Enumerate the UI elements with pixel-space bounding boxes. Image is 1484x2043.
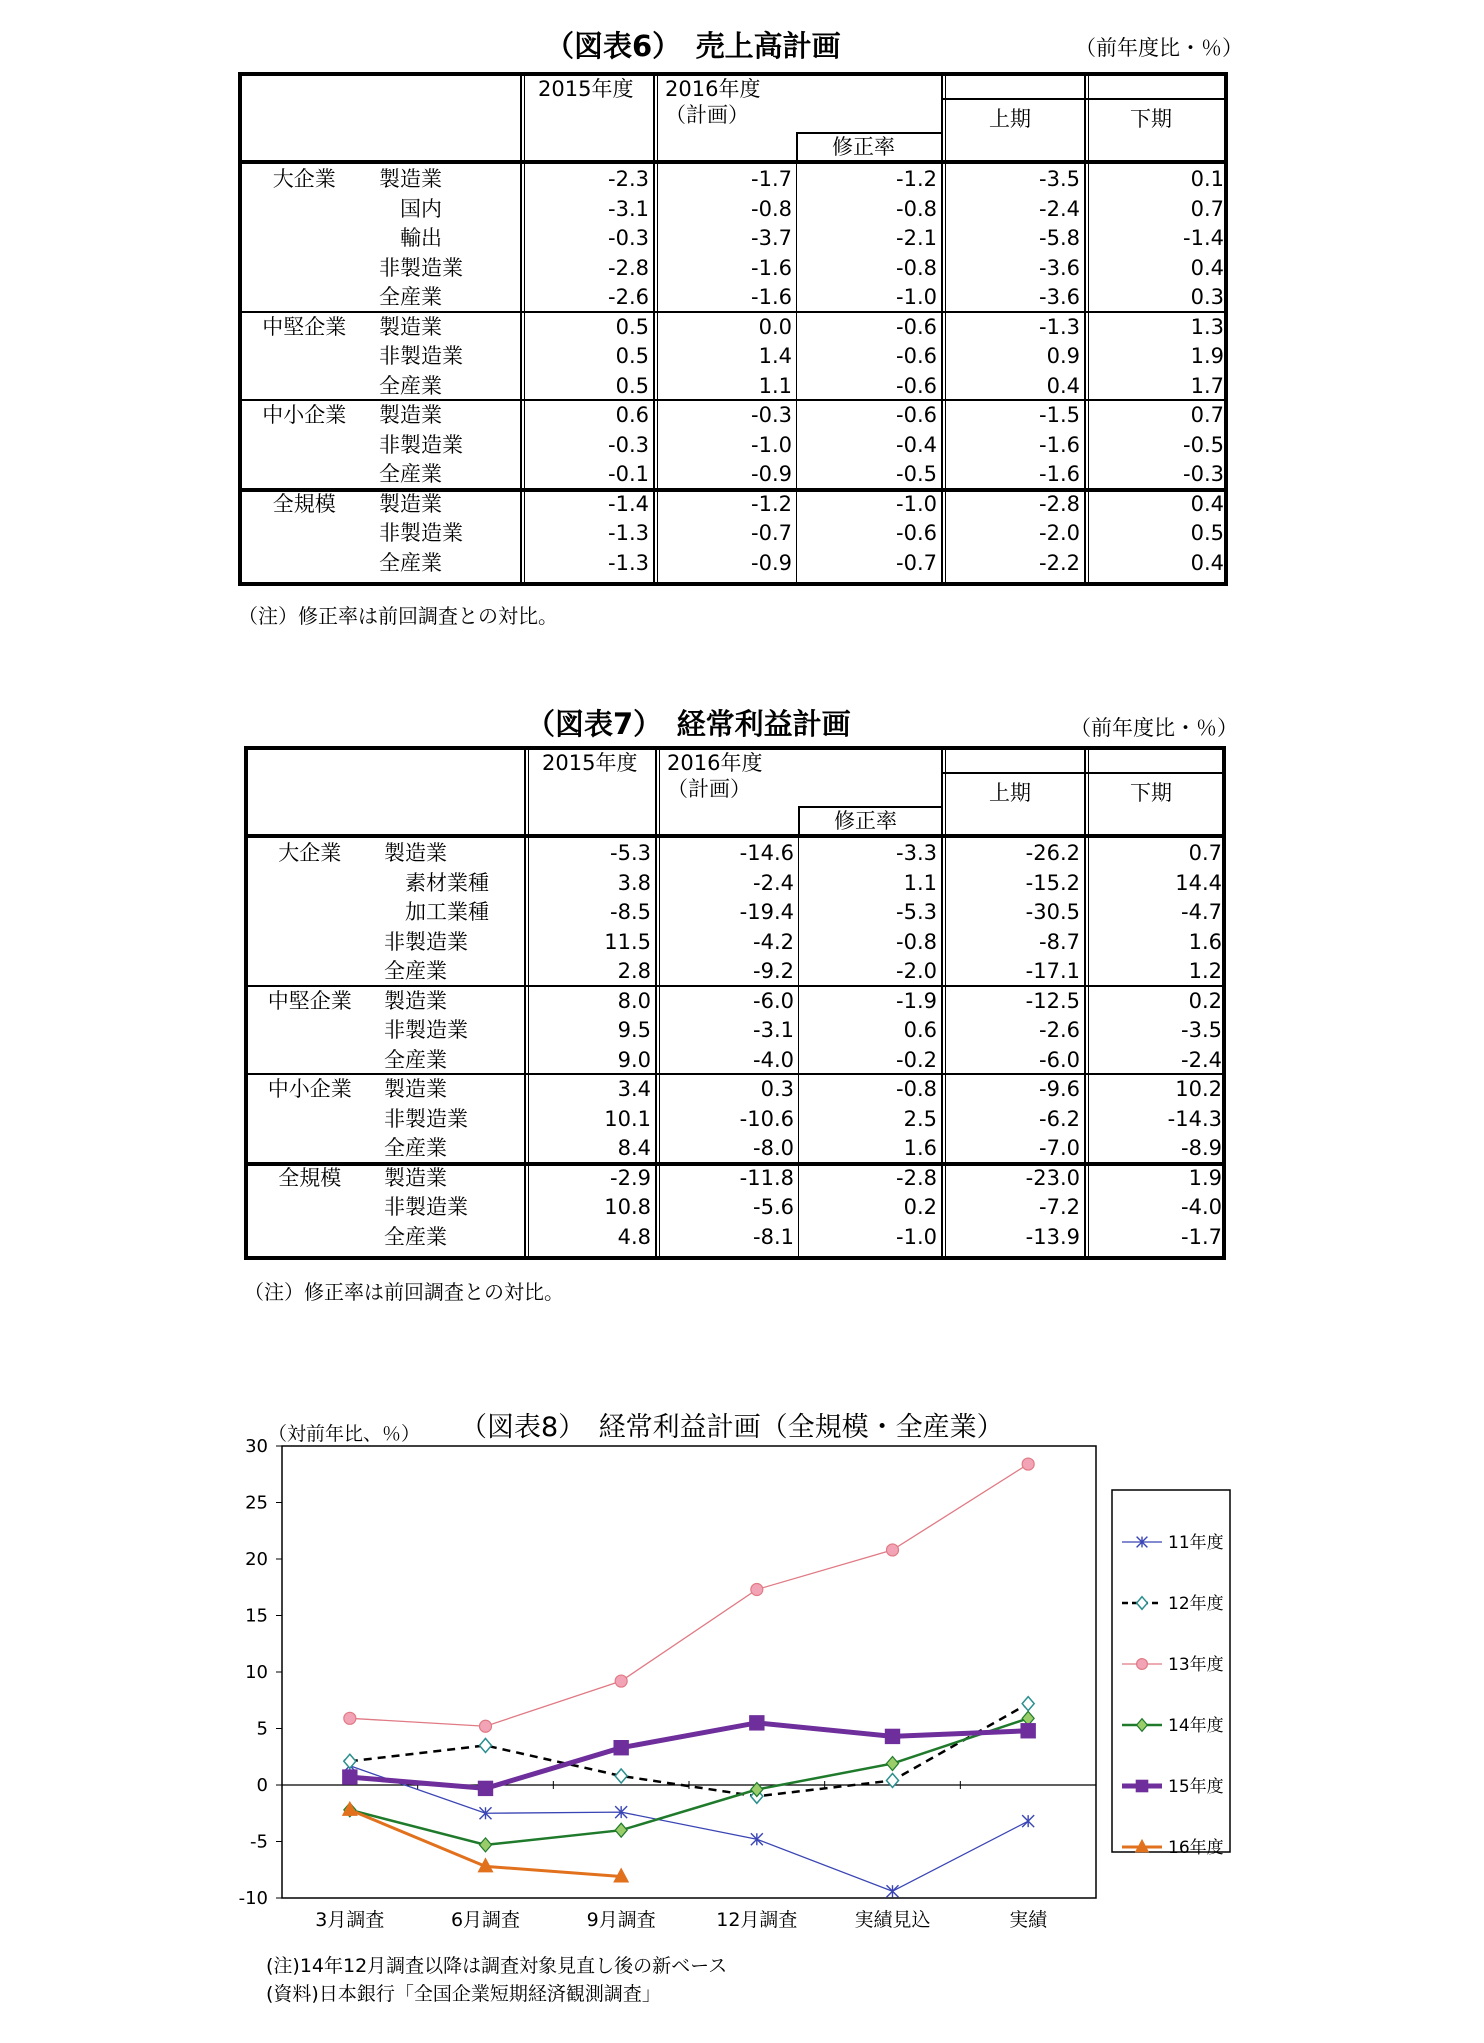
value-cell: -1.6: [751, 255, 792, 280]
value-cell: 0.0: [758, 314, 792, 339]
value-cell: -2.8: [608, 255, 649, 280]
header-revision: 修正率: [834, 809, 897, 833]
rule: [524, 746, 526, 1260]
header-h1: 上期: [989, 107, 1031, 131]
rule: [796, 162, 797, 586]
rule: [1088, 746, 1089, 1260]
rule: [524, 72, 525, 586]
value-cell: -3.1: [753, 1018, 794, 1042]
header-revision: 修正率: [832, 135, 895, 159]
rule: [798, 806, 941, 808]
legend-label: 13年度: [1168, 1655, 1224, 1675]
value-cell: -1.0: [896, 285, 937, 309]
row-label: 素材業種: [384, 870, 489, 895]
group-label: 中小企業: [267, 1077, 352, 1101]
marker: [751, 1584, 763, 1596]
value-cell: -6.2: [1039, 1106, 1080, 1131]
value-cell: -3.6: [1039, 285, 1080, 309]
row-label: 製造業: [384, 841, 447, 865]
value-cell: -0.7: [751, 521, 792, 545]
value-cell: 0.5: [615, 344, 649, 368]
value-cell: -0.5: [1183, 432, 1224, 457]
row-label: 加工業種: [384, 900, 489, 924]
value-cell: -0.6: [896, 373, 937, 398]
table6-unit: （前年度比・％）: [1075, 36, 1243, 60]
value-cell: -2.4: [753, 870, 794, 895]
value-cell: 9.0: [617, 1047, 651, 1072]
value-cell: 10.2: [1175, 1077, 1222, 1101]
value-cell: -1.3: [1039, 314, 1080, 339]
value-cell: -1.6: [751, 285, 792, 309]
value-cell: -1.9: [896, 988, 937, 1013]
row-label: 製造業: [384, 1165, 447, 1190]
row-label: 非製造業: [384, 1195, 468, 1219]
y-tick-label: 20: [245, 1549, 268, 1570]
value-cell: -10.6: [739, 1106, 794, 1131]
value-cell: 0.9: [1046, 344, 1080, 368]
chart-note-2: (資料)日本銀行「全国企業短期経済観測調査」: [266, 1983, 661, 2005]
value-cell: 0.5: [615, 373, 649, 398]
y-tick-label: -5: [250, 1831, 268, 1853]
rule: [655, 746, 657, 1260]
rule: [657, 72, 658, 586]
value-cell: -0.2: [896, 1047, 937, 1072]
value-cell: 9.5: [617, 1018, 651, 1042]
x-tick-label: 6月調査: [450, 1909, 521, 1931]
value-cell: 8.4: [617, 1136, 651, 1160]
row-label: 製造業: [384, 1077, 447, 1101]
value-cell: 0.2: [1188, 988, 1222, 1013]
value-cell: -3.5: [1039, 167, 1080, 191]
value-cell: -3.3: [896, 841, 937, 865]
value-cell: 1.7: [1190, 373, 1224, 398]
value-cell: -2.1: [896, 226, 937, 250]
value-cell: -2.0: [1039, 521, 1080, 545]
rule: [796, 132, 798, 162]
value-cell: -2.9: [610, 1165, 651, 1190]
rule: [796, 132, 941, 134]
marker: [887, 1544, 899, 1556]
value-cell: 1.1: [903, 870, 937, 895]
value-cell: -2.2: [1039, 550, 1080, 575]
value-cell: -0.6: [896, 344, 937, 368]
value-cell: -1.0: [896, 491, 937, 516]
value-cell: -0.8: [751, 196, 792, 221]
group-label: 全規模: [272, 491, 336, 516]
table6-title: （図表6） 売上高計画: [545, 29, 841, 63]
value-cell: 0.3: [1190, 285, 1224, 309]
value-cell: -8.1: [753, 1224, 794, 1249]
marker: [1022, 1458, 1034, 1470]
value-cell: -19.4: [739, 900, 794, 924]
value-cell: -9.2: [753, 959, 794, 983]
row-label: 製造業: [384, 988, 447, 1013]
value-cell: -0.8: [896, 1077, 937, 1101]
table7-note: （注）修正率は前回調査との対比。: [244, 1280, 564, 1304]
value-cell: 3.8: [617, 870, 651, 895]
y-tick-label: 25: [245, 1492, 268, 1514]
value-cell: -2.4: [1181, 1047, 1222, 1072]
value-cell: -0.6: [896, 521, 937, 545]
value-cell: -1.0: [751, 432, 792, 457]
marker: [478, 1781, 493, 1796]
row-label: 全産業: [379, 462, 442, 486]
value-cell: 3.4: [617, 1077, 651, 1101]
row-label: 非製造業: [379, 432, 463, 457]
rule: [1088, 72, 1089, 586]
group-label: 全規模: [278, 1165, 342, 1190]
row-label: 製造業: [379, 491, 442, 516]
x-tick-label: 実績: [1009, 1909, 1048, 1931]
value-cell: -0.5: [896, 462, 937, 486]
value-cell: -1.0: [896, 1224, 937, 1249]
value-cell: -23.0: [1025, 1165, 1080, 1190]
y-tick-label: -10: [238, 1888, 268, 1909]
value-cell: -2.6: [1039, 1018, 1080, 1042]
value-cell: -1.3: [608, 521, 649, 545]
value-cell: 0.5: [615, 314, 649, 339]
header-plan: （計画）: [667, 777, 751, 801]
value-cell: -1.4: [608, 491, 649, 516]
value-cell: -0.6: [896, 314, 937, 339]
group-label: 大企業: [278, 841, 342, 865]
y-tick-label: 15: [245, 1605, 268, 1627]
value-cell: -12.5: [1025, 988, 1080, 1013]
value-cell: -4.0: [753, 1047, 794, 1072]
table6-note: （注）修正率は前回調査との対比。: [238, 604, 558, 628]
value-cell: -0.7: [896, 550, 937, 575]
value-cell: -1.2: [896, 167, 937, 191]
row-label: 国内: [379, 196, 442, 221]
value-cell: 0.4: [1046, 373, 1080, 398]
value-cell: 4.8: [617, 1224, 651, 1249]
row-label: 全産業: [384, 1136, 447, 1160]
value-cell: -13.9: [1025, 1224, 1080, 1249]
marker: [749, 1715, 764, 1730]
value-cell: -2.8: [1039, 491, 1080, 516]
value-cell: -1.3: [608, 550, 649, 575]
value-cell: -2.8: [896, 1165, 937, 1190]
value-cell: 11.5: [604, 929, 651, 954]
table7-title: （図表7） 経常利益計画: [526, 707, 851, 741]
legend-label: 14年度: [1168, 1716, 1224, 1736]
chart-ylabel: （対前年比、％）: [268, 1423, 421, 1445]
value-cell: -5.8: [1039, 226, 1080, 250]
row-label: 非製造業: [384, 929, 468, 954]
x-tick-label: 実績見込: [854, 1909, 931, 1931]
value-cell: -2.3: [608, 167, 649, 191]
rule: [659, 746, 660, 1260]
row-label: 非製造業: [379, 521, 463, 545]
row-label: 全産業: [379, 285, 442, 309]
value-cell: 0.6: [903, 1018, 937, 1042]
value-cell: 1.9: [1190, 344, 1224, 368]
x-tick-label: 12月調査: [716, 1909, 798, 1931]
header-2015: 2015年度: [542, 751, 638, 775]
value-cell: -15.2: [1025, 870, 1080, 895]
value-cell: -1.2: [751, 491, 792, 516]
value-cell: -2.4: [1039, 196, 1080, 221]
table7-unit: （前年度比・％）: [1070, 716, 1238, 740]
value-cell: -1.4: [1183, 226, 1224, 250]
value-cell: 1.1: [758, 373, 792, 398]
marker: [1136, 1780, 1149, 1793]
header-2015: 2015年度: [538, 77, 634, 101]
value-cell: -8.9: [1181, 1136, 1222, 1160]
value-cell: -1.5: [1039, 403, 1080, 427]
x-tick-label: 3月調査: [315, 1909, 385, 1931]
value-cell: -4.7: [1181, 900, 1222, 924]
value-cell: -0.1: [608, 462, 649, 486]
legend-label: 11年度: [1168, 1533, 1224, 1553]
value-cell: -0.8: [896, 196, 937, 221]
header-2016: 2016年度: [667, 751, 763, 775]
value-cell: 2.8: [617, 959, 651, 983]
value-cell: -3.1: [608, 196, 649, 221]
value-cell: 0.3: [760, 1077, 794, 1101]
value-cell: -17.1: [1025, 959, 1080, 983]
marker: [480, 1720, 492, 1732]
value-cell: -1.6: [1039, 462, 1080, 486]
rule: [941, 72, 943, 586]
y-tick-label: 10: [245, 1662, 268, 1683]
value-cell: 0.7: [1190, 403, 1224, 427]
group-label: 中堅企業: [267, 988, 352, 1013]
value-cell: -6.0: [1039, 1047, 1080, 1072]
header-h2: 下期: [1130, 107, 1172, 131]
value-cell: -1.6: [1039, 432, 1080, 457]
value-cell: 0.2: [903, 1195, 937, 1219]
value-cell: -4.0: [1181, 1195, 1222, 1219]
value-cell: -0.6: [896, 403, 937, 427]
value-cell: -8.0: [753, 1136, 794, 1160]
value-cell: 10.1: [604, 1106, 651, 1131]
value-cell: -11.8: [739, 1165, 794, 1190]
chart8: [0, 1400, 1484, 2020]
group-label: 中小企業: [262, 403, 347, 427]
y-tick-label: 30: [245, 1436, 268, 1457]
row-label: 非製造業: [379, 344, 463, 368]
value-cell: 0.4: [1190, 255, 1224, 280]
row-label: 非製造業: [379, 255, 463, 280]
row-label: 製造業: [379, 314, 442, 339]
chart-title: （図表8） 経常利益計画（全規模・全産業）: [460, 1412, 1004, 1443]
value-cell: 10.8: [604, 1195, 651, 1219]
group-label: 中堅企業: [262, 314, 347, 339]
row-label: 輸出: [379, 226, 442, 250]
y-tick-label: 5: [256, 1718, 268, 1740]
plot-area: [282, 1446, 1096, 1898]
marker: [1020, 1723, 1035, 1738]
value-cell: -5.3: [610, 841, 651, 865]
value-cell: -7.0: [1039, 1136, 1080, 1160]
rule: [528, 746, 529, 1260]
value-cell: -1.7: [1181, 1224, 1222, 1249]
marker: [1137, 1659, 1148, 1670]
value-cell: -26.2: [1025, 841, 1080, 865]
value-cell: -8.7: [1039, 929, 1080, 954]
row-label: 全産業: [384, 959, 447, 983]
row-label: 全産業: [384, 1047, 447, 1072]
value-cell: 2.5: [903, 1106, 937, 1131]
marker: [615, 1675, 627, 1687]
value-cell: -0.3: [608, 432, 649, 457]
value-cell: -30.5: [1025, 900, 1080, 924]
row-label: 非製造業: [384, 1106, 468, 1131]
value-cell: -2.0: [896, 959, 937, 983]
value-cell: 0.6: [615, 403, 649, 427]
legend-label: 15年度: [1168, 1777, 1224, 1797]
value-cell: -3.7: [751, 226, 792, 250]
header-h1: 上期: [989, 781, 1031, 805]
value-cell: -0.4: [896, 432, 937, 457]
value-cell: -3.6: [1039, 255, 1080, 280]
value-cell: 0.1: [1190, 167, 1224, 191]
value-cell: 0.5: [1190, 521, 1224, 545]
rule: [945, 72, 946, 586]
value-cell: -6.0: [753, 988, 794, 1013]
rule: [1084, 72, 1086, 586]
value-cell: -14.6: [739, 841, 794, 865]
value-cell: -0.8: [896, 929, 937, 954]
value-cell: -0.9: [751, 462, 792, 486]
value-cell: -8.5: [610, 900, 651, 924]
header-h2: 下期: [1130, 781, 1172, 805]
marker: [342, 1769, 357, 1784]
value-cell: -0.3: [1183, 462, 1224, 486]
value-cell: -5.6: [753, 1195, 794, 1219]
table6: [238, 72, 1228, 586]
rule: [520, 72, 522, 586]
marker: [344, 1712, 356, 1724]
value-cell: 1.2: [1188, 959, 1222, 983]
value-cell: -2.6: [608, 285, 649, 309]
value-cell: -9.6: [1039, 1077, 1080, 1101]
chart-note-1: (注)14年12月調査以降は調査対象見直し後の新ベース: [266, 1955, 728, 1977]
value-cell: 1.3: [1190, 314, 1224, 339]
rule: [1084, 746, 1086, 1260]
value-cell: 14.4: [1175, 870, 1222, 895]
value-cell: 1.4: [758, 344, 792, 368]
value-cell: -0.9: [751, 550, 792, 575]
marker: [613, 1740, 628, 1755]
marker: [885, 1729, 900, 1744]
value-cell: -0.8: [896, 255, 937, 280]
value-cell: 0.4: [1190, 550, 1224, 575]
value-cell: 1.9: [1188, 1165, 1222, 1190]
row-label: 製造業: [379, 167, 442, 191]
value-cell: 0.7: [1188, 841, 1222, 865]
rule: [945, 746, 946, 1260]
rule: [798, 836, 799, 1260]
value-cell: -1.7: [751, 167, 792, 191]
value-cell: -4.2: [753, 929, 794, 954]
value-cell: -0.3: [751, 403, 792, 427]
rule: [798, 806, 800, 836]
row-label: 全産業: [384, 1224, 447, 1249]
value-cell: 8.0: [617, 988, 651, 1013]
value-cell: -7.2: [1039, 1195, 1080, 1219]
x-tick-label: 9月調査: [586, 1909, 656, 1931]
rule: [653, 72, 655, 586]
legend-label: 12年度: [1168, 1594, 1224, 1614]
value-cell: -0.3: [608, 226, 649, 250]
value-cell: 0.4: [1190, 491, 1224, 516]
rule: [941, 746, 943, 1260]
y-tick-label: 0: [256, 1775, 268, 1796]
row-label: 全産業: [379, 373, 442, 398]
legend-label: 16年度: [1168, 1838, 1224, 1858]
row-label: 全産業: [379, 550, 442, 575]
value-cell: -3.5: [1181, 1018, 1222, 1042]
value-cell: 1.6: [1188, 929, 1222, 954]
row-label: 非製造業: [384, 1018, 468, 1042]
header-2016: 2016年度: [665, 77, 761, 101]
value-cell: 1.6: [903, 1136, 937, 1160]
group-label: 大企業: [272, 167, 336, 191]
header-plan: （計画）: [665, 103, 749, 127]
value-cell: 0.7: [1190, 196, 1224, 221]
value-cell: -14.3: [1167, 1106, 1222, 1131]
value-cell: -5.3: [896, 900, 937, 924]
row-label: 製造業: [379, 403, 442, 427]
table7: [244, 746, 1226, 1260]
